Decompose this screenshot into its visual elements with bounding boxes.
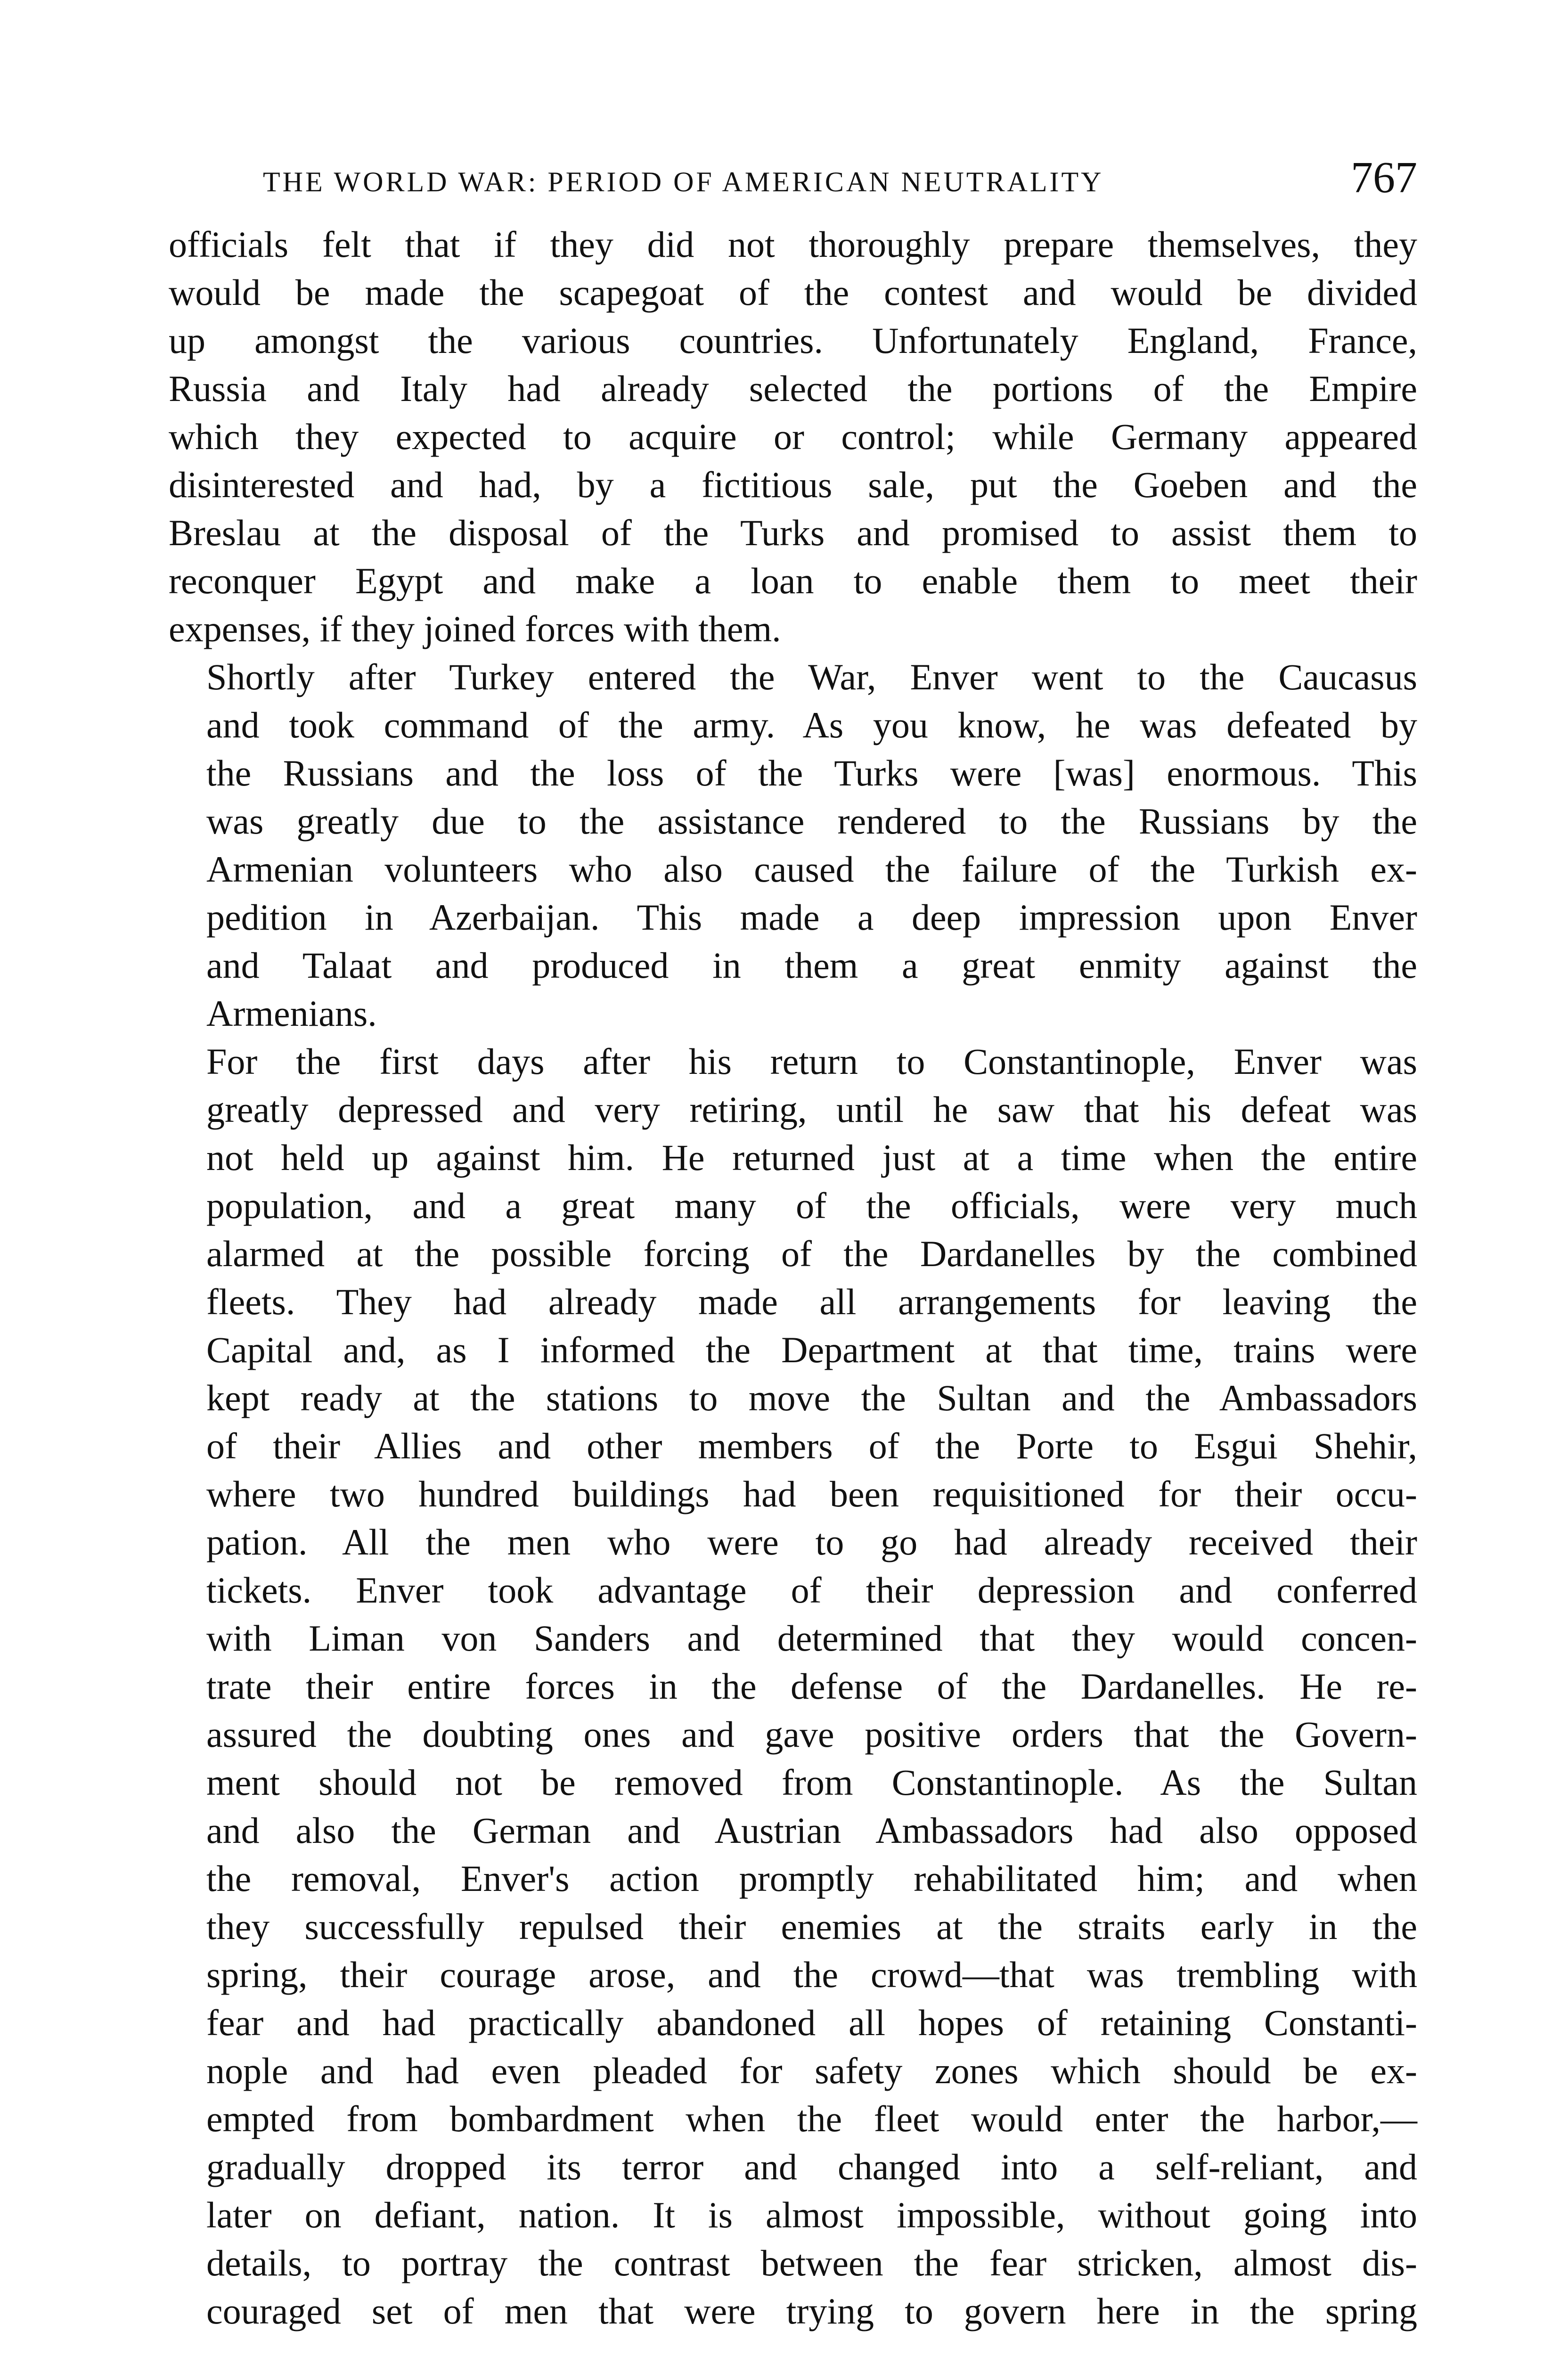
text-line: alarmed at the possible forcing of the Dardanelles by the combined — [206, 1233, 1417, 1274]
text-line: disinterested and had, by a fictitious sale, put the Goeben and the — [169, 464, 1417, 505]
text-line: which they expected to acquire or control; while Germany appeared — [169, 416, 1417, 457]
paragraph-2 — [169, 653, 1417, 1038]
text-line: gradually dropped its terror and changed into a self-reliant, and — [206, 2146, 1417, 2187]
text-line: was greatly due to the assistance rendered to the Russians by the — [206, 801, 1417, 842]
text-line: trate their entire forces in the defense of the Dardanelles. He re- — [206, 1666, 1417, 1707]
text-line: greatly depressed and very retiring, until he saw that his defeat was — [206, 1089, 1417, 1130]
text-line: Breslau at the disposal of the Turks and promised to assist them to — [169, 512, 1417, 553]
text-line: tickets. Enver took advantage of their depression and conferred — [206, 1570, 1417, 1611]
text-line: they successfully repulsed their enemies at the straits early in the — [206, 1906, 1417, 1947]
text-line: later on defiant, nation. It is almost impossible, without going into — [206, 2194, 1417, 2235]
text-line: not held up against him. He returned just at a time when the entire — [206, 1137, 1417, 1178]
page-number: 767 — [1351, 153, 1417, 202]
text-line: and Talaat and produced in them a great enmity against the — [206, 945, 1417, 986]
text-line: For the first days after his return to Constantinople, Enver was — [206, 1041, 1417, 1082]
text-line: empted from bombardment when the fleet would enter the harbor,— — [206, 2098, 1417, 2139]
text-line: would be made the scapegoat of the contest and would be divided — [169, 272, 1417, 313]
text-line: pedition in Azerbaijan. This made a deep impression upon Enver — [206, 897, 1417, 938]
paragraph-3 — [169, 1038, 1417, 2335]
text-line: the Russians and the loss of the Turks were [was] enormous. This — [206, 753, 1417, 794]
text-line: kept ready at the stations to move the Sultan and the Ambassadors — [206, 1377, 1417, 1418]
text-line: and also the German and Austrian Ambassadors had also opposed — [206, 1810, 1417, 1851]
text-line: ment should not be removed from Constantinople. As the Sultan — [206, 1762, 1417, 1803]
text-line: Armenian volunteers who also caused the failure of the Turkish ex- — [206, 849, 1417, 890]
paragraph-1 — [169, 221, 1417, 653]
book-page — [169, 155, 1417, 2335]
text-line: details, to portray the contrast between the fear stricken, almost dis- — [206, 2242, 1417, 2283]
text-line: fear and had practically abandoned all hopes of retaining Constanti- — [206, 2002, 1417, 2043]
text-line: the removal, Enver's action promptly rehabilitated him; and when — [206, 1858, 1417, 1899]
text-line: up amongst the various countries. Unfortunately England, France, — [169, 320, 1417, 361]
text-line: Capital and, as I informed the Department at that time, trains were — [206, 1329, 1417, 1370]
text-line: population, and a great many of the officials, were very much — [206, 1185, 1417, 1226]
text-line: spring, their courage arose, and the crowd—that was trembling with — [206, 1954, 1417, 1995]
text-line: and took command of the army. As you know, he was defeated by — [206, 704, 1417, 745]
text-line: of their Allies and other members of the Porte to Esgui Shehir, — [206, 1425, 1417, 1466]
text-line: fleets. They had already made all arrangements for leaving the — [206, 1281, 1417, 1322]
text-line: couraged set of men that were trying to govern here in the spring — [206, 2291, 1417, 2331]
body-text — [169, 221, 1417, 2335]
text-line: officials felt that if they did not thoroughly prepare themselves, they — [169, 224, 1417, 265]
text-line: assured the doubting ones and gave positive orders that the Govern- — [206, 1714, 1417, 1755]
running-title: THE WORLD WAR: PERIOD OF AMERICAN NEUTRALITY — [263, 166, 1104, 197]
text-line: expenses, if they joined forces with them. — [169, 608, 781, 649]
text-line: reconquer Egypt and make a loan to enable them to meet their — [169, 560, 1417, 601]
text-line: Shortly after Turkey entered the War, Enver went to the Caucasus — [206, 656, 1417, 697]
running-head — [169, 155, 1417, 207]
text-line: pation. All the men who were to go had already received their — [206, 1522, 1417, 1562]
text-line: nople and had even pleaded for safety zones which should be ex- — [206, 2050, 1417, 2091]
text-line: Russia and Italy had already selected the portions of the Empire — [169, 368, 1417, 409]
text-line: Armenians. — [206, 993, 377, 1034]
text-line: where two hundred buildings had been requisitioned for their occu- — [206, 1473, 1417, 1514]
text-line: with Liman von Sanders and determined that they would concen- — [206, 1618, 1417, 1659]
